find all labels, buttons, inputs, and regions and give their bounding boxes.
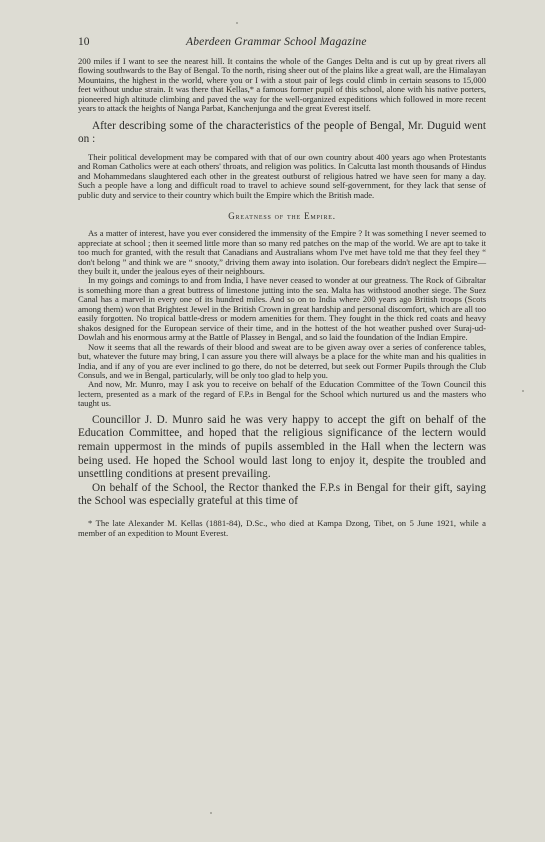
- article-body: [78, 57, 486, 538]
- section-heading: Greatness of the Empire.: [228, 211, 336, 222]
- paragraph-duguid-intro: After describing some of the characteristics of the people of Bengal, Mr. Duguid went on :: [78, 119, 486, 146]
- paragraph-immensity-of-empire: As a matter of interest, have you ever considered the immensity of the Empire ? It was something I never seemed to appreciate at school ; then it seemed little more than so many red patches on the map of the world. We are apt to take it too much for granted, with the result that Canadians and Australians whom I've met have told me that they feel they “ don't belong ” and think we are “ snooty,” driving them away into isolation. Our forebears didn't neglect the Empire—they built it, under the jealous eyes of their neighbours.: [78, 228, 486, 276]
- running-head: Aberdeen Grammar School Magazine: [186, 36, 367, 48]
- paper-speck: [522, 390, 524, 392]
- paper-speck: [236, 22, 238, 24]
- footnote-kellas: * The late Alexander M. Kellas (1881-84), D.Sc., who died at Kampa Dzong, Tibet, on 5 June 1921, while a member of an expedition to Mount Everest.: [78, 517, 486, 538]
- paragraph-lectern-presentation: And now, Mr. Munro, may I ask you to receive on behalf of the Education Committee of the Town Council this lectern, presented as a mark of the regard of F.P.s in Bengal for the School which nurtured us and the masters who taught us.: [78, 379, 486, 409]
- paragraph-rewards: Now it seems that all the rewards of their blood and sweat are to be given away over a series of conference tables, but, whatever the future may bring, I can assure you there will always be a place for the white man and his qualities in India, and if any of you are ever inclined to go there, do not be deterred, but seek out Former Pupils through the Club Consuls, and we in Bengal, particularly, will be only too glad to help you.: [78, 341, 486, 380]
- paragraph-goings-and-comings: In my goings and comings to and from India, I have never ceased to wonder at our greatness. The Rock of Gibraltar is something more than a great buttress of limestone jutting into the sea. Malta has withstood another siege. The Suez Canal has a marvel in every one of its hundred miles. And so on to India where 200 years ago British troops (Scots among them) won that Brightest Jewel in the British Crown in great hardship and personal discomfort, which are all too easily forgotten. No tropical battle-dress or modern amenities for them. They fought in the thick red coats and heavy shakos designed for the European service of their time, and in the hottest of the hot weather pushed over Suraj-ud-Dowlah and his enormous army at the Battle of Plassey in Bengal, and so laid the foundation of the Indian Empire.: [78, 275, 486, 343]
- paragraph-bengal-geography: 200 miles if I want to see the nearest hill. It contains the whole of the Ganges Delta and is cut up by great rivers all flowing southwards to the Bay of Bengal. To the north, rising sheer out of the plains like a great wall, are the Himalayan Mountains, the highest in the world, where you or I with a stout pair of legs could climb in certain seasons to 15,000 feet without undue strain. It was there that Kellas,* a famous former pupil of this school, alone with his native porters, pioneered high altitude climbing and paved the way for the well-organized expeditions which followed in more recent years to attack the heights of Nanga Parbat, Kanchenjunga and the great Everest itself.: [78, 56, 486, 114]
- paper-speck: [210, 812, 212, 814]
- page-header: [78, 36, 478, 50]
- paragraph-rector-thanks: On behalf of the School, the Rector thanked the F.P.s in Bengal for their gift, saying the School was especially grateful at this time of: [78, 481, 486, 508]
- paragraph-councillor-munro: Councillor J. D. Munro said he was very happy to accept the gift on behalf of the Education Committee, and hoped that the religious significance of the lectern would remain uppermost in the minds of pupils assembled in the Hall when the lectern was being used. He hoped the School would last long to enjoy it, despite the troubled and unsettling conditions at present prevailing.: [78, 413, 486, 481]
- page-number: 10: [78, 36, 90, 48]
- paragraph-political-development: Their political development may be compared with that of our own country about 400 years ago when Protestants and Roman Catholics were at each others' throats, and religion was politics. In Calcutta last month thousands of Hindus and Mohammedans slaughtered each other in the greatest outburst of religious hatred we have seen for many a day. Such a people have a long and difficult road to travel to achieve sound self-government, for they lack that sense of public duty and service to their country which built the Empire which the British made.: [78, 151, 486, 200]
